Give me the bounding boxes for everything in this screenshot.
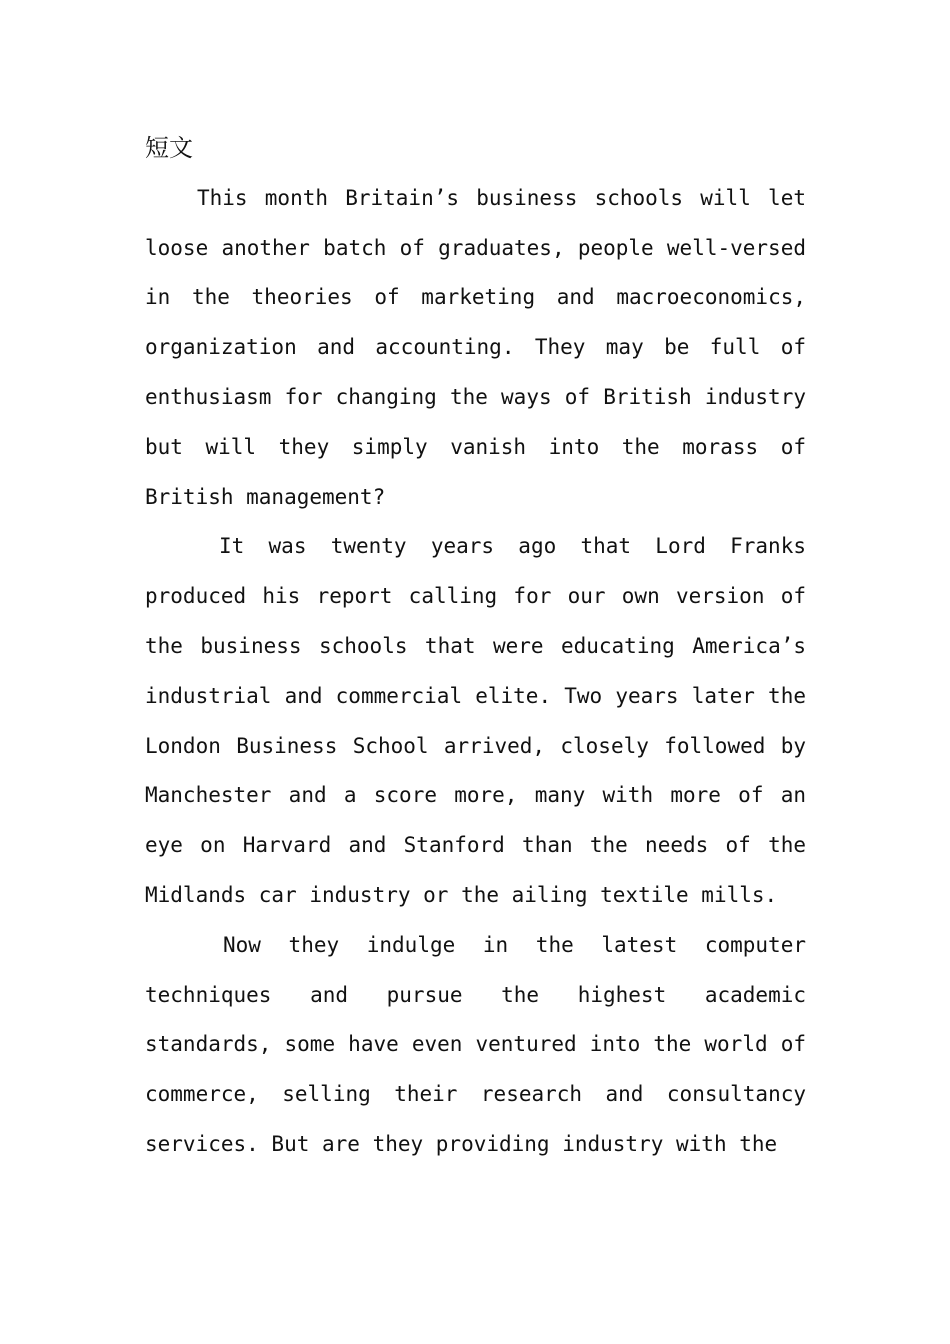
paragraph-3: Now they indulge in the latest computer techniques and pursue the highest academic standards, some have even ventured into the world of commerce, selling their research and consultancy services. But are they providing industry with the xyxy=(145,932,806,1156)
paragraph-1: This month Britain’s business schools will let loose another batch of graduates, people well-versed in the theories of marketing and macroeconomics, organization and accounting. They may be full of enthusiasm for changing the ways of British industry but will they simply vanish into the morass of British management? xyxy=(145,185,806,509)
document-body xyxy=(145,124,806,1170)
document-title: 短文 xyxy=(145,134,193,162)
paragraph-2: It was twenty years ago that Lord Franks produced his report calling for our own version of the business schools that were educating America’s industrial and commercial elite. Two years later the London Business School arrived, closely followed by Manchester and a score more, many with more of an eye on Harvard and Stanford than the needs of the Midlands car industry or the ailing textile mills. xyxy=(145,534,806,907)
